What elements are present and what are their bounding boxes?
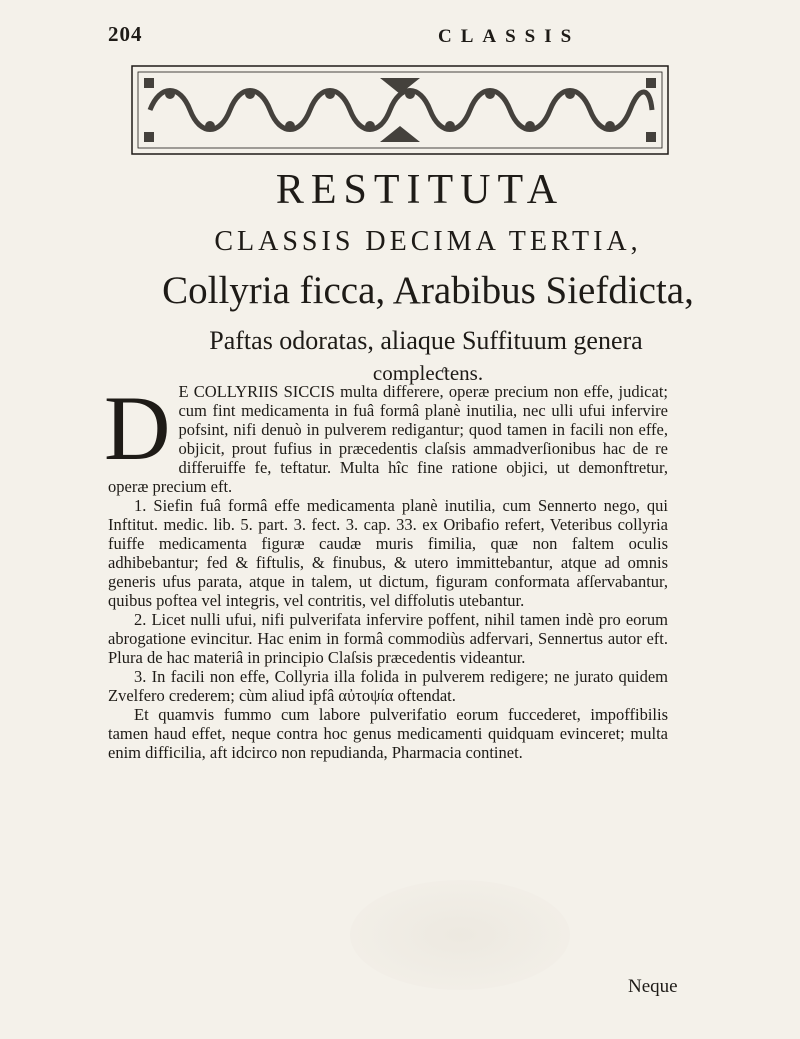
subtitle-line-2: Paftas odoratas, aliaque Suffituum genera — [209, 326, 643, 355]
ornament-band-icon — [130, 64, 670, 156]
main-title: RESTITUTA — [275, 167, 565, 213]
paragraph-3: 3. In facili non effe, Collyria illa folida in pulverem redigere; ne jurato quidem Zvelfero crederem; cùm aliud ipfâ αὐτοψία oftendat. — [108, 667, 668, 705]
body-text — [104, 377, 668, 762]
page-number: 204 — [108, 22, 143, 46]
paragraph-4: Et quamvis fummo cum labore pulverifatio eorum fuccederet, impoffibilis tamen haud effet, neque contra hoc genus medicamenti quidquam evinceret; multa enim difficilia, aft idcirco non repudianda, Pharmacia continet. — [108, 705, 668, 762]
headpiece-ornament — [130, 64, 670, 156]
page-header — [108, 22, 708, 62]
catchword: Neque — [628, 976, 678, 997]
paragraph-1: 1. Siefin fuâ formâ effe medicamenta planè inutilia, cum Sennerto nego, qui Inftitut. medic. lib. 5. part. 3. fect. 3. cap. 33. ex Oribafio refert, Veteribus collyria fuiffe medicamenta figuræ caudæ muris fimilia, quæ non faltem oculis adhibebantur; fed & fiftulis, & finubus, & utero immittebantur, atque ad omnis generis ufus parata, atque in talem, ut dictum, figuram conformata afſervabantur, quibus poftea vel integris, vel contritis, vel diffolutis utebantur. — [108, 496, 668, 610]
running-head: CLASSIS — [438, 26, 581, 47]
class-title: CLASSIS DECIMA TERTIA, — [214, 226, 642, 257]
paper-stain — [350, 880, 570, 990]
drop-cap: D — [104, 377, 171, 479]
subtitle-line-1: Collyria ficca, Arabibus Siefdicta, — [162, 269, 694, 312]
intro-paragraph — [104, 377, 668, 496]
paragraph-2: 2. Licet nulli ufui, nifi pulverifata infervire poffent, nihil tamen indè pro eorum abrogatione evincitur. Hac enim in formâ commodiùs adfervari, Sennertus autor eft. Plura de hac materiâ in principio Claſsis præcedentis videantur. — [108, 610, 668, 667]
subtitle-line-3: compleƈtens. — [372, 361, 484, 385]
intro-text: E COLLYRIIS SICCIS multa differere, operæ precium non effe, judicat; cum fint medicamenta in fuâ formâ planè inutilia, nec ulli ufui infervire pofsint, nifi denuò in pulverem redigantur; quod tamen in facili non effe, objicit, prout fufius in præcedentis claſsis ammadverſionibus hac de re differuiffe fe, teftatur. Multa hîc fine ratione objici, ut demonftretur, operæ precium eft. — [108, 382, 668, 496]
